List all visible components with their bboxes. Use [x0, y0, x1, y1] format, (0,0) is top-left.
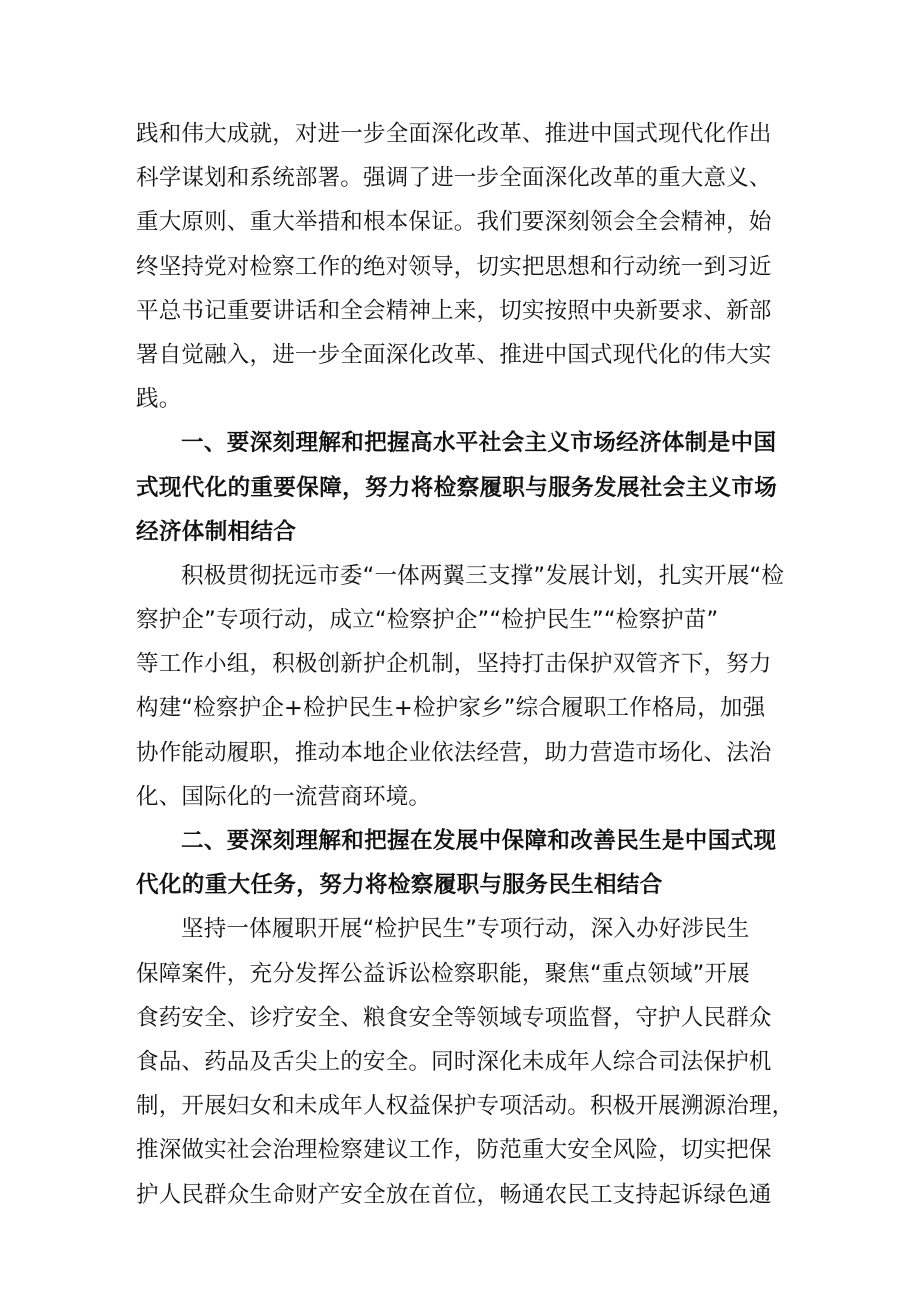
text-line: 践和伟大成就，对进一步全面深化改革、推进中国式现代化作出 [136, 121, 772, 147]
heading-line: 式现代化的重要保障，努力将检察履职与服务发展社会主义市场 [136, 474, 778, 501]
section-2-paragraph [136, 907, 795, 1216]
text-line: 平总书记重要讲话和全会精神上来，切实按照中央新要求、新部 [136, 297, 772, 324]
text-line: 构建“检察护企+检护民生+检护家乡”综合履职工作格局，加强 [136, 695, 766, 722]
text-line: 保障案件，充分发挥公益诉讼检察职能，聚焦“重点领域”开展 [136, 960, 750, 987]
text-line: 协作能动履职，推动本地企业依法经营，助力营造市场化、法治 [136, 739, 772, 766]
section-heading-1 [136, 421, 786, 554]
text-line: 化、国际化的一流营商环境。 [136, 783, 432, 810]
document-body [136, 112, 795, 1217]
heading-line: 代化的重大任务，努力将检察履职与服务民生相结合 [136, 872, 663, 899]
intro-paragraph [136, 112, 786, 421]
text-line: 等工作小组，积极创新护企机制，坚持打击保护双管齐下，努力 [136, 651, 772, 678]
text-line: 推深做实社会治理检察建议工作，防范重大安全风险，切实把保 [136, 1137, 772, 1164]
text-line: 署自觉融入，进一步全面深化改革、推进中国式现代化的伟大实 [136, 341, 772, 368]
heading-line: 一、要深刻理解和把握高水平社会主义市场经济体制是中国 [181, 430, 777, 457]
heading-line: 二、要深刻理解和把握在发展中保障和改善民生是中国式现 [181, 828, 777, 854]
text-line: 坚持一体履职开展“检护民生”专项行动，深入办好涉民生 [181, 916, 750, 943]
text-line: 践。 [136, 386, 182, 413]
text-line: 科学谋划和系统部署。强调了进一步全面深化改革的重大意义、 [136, 165, 772, 192]
text-line: 重大原则、重大举措和根本保证。我们要深刻领会全会精神，始 [136, 209, 772, 236]
text-line: 食药安全、诊疗安全、粮食安全等领域专项监督，守护人民群众 [136, 1004, 772, 1031]
heading-line: 经济体制相结合 [136, 518, 297, 545]
section-1-paragraph [136, 554, 786, 819]
text-line: 终坚持党对检察工作的绝对领导，切实把思想和行动统一到习近 [136, 253, 772, 280]
text-line: 食品、药品及舌尖上的安全。同时深化未成年人综合司法保护机 [136, 1048, 772, 1075]
text-line: 制，开展妇女和未成年人权益保护专项活动。积极开展溯源治理， [136, 1093, 795, 1120]
text-line: 护人民群众生命财产安全放在首位，畅通农民工支持起诉绿色通 [136, 1181, 772, 1208]
text-line: 察护企”专项行动，成立“检察护企”“检护民生”“检察护苗” [136, 607, 719, 634]
text-line: 积极贯彻抚远市委“一体两翼三支撑”发展计划，扎实开展“检 [181, 562, 785, 589]
section-heading-2 [136, 819, 786, 907]
